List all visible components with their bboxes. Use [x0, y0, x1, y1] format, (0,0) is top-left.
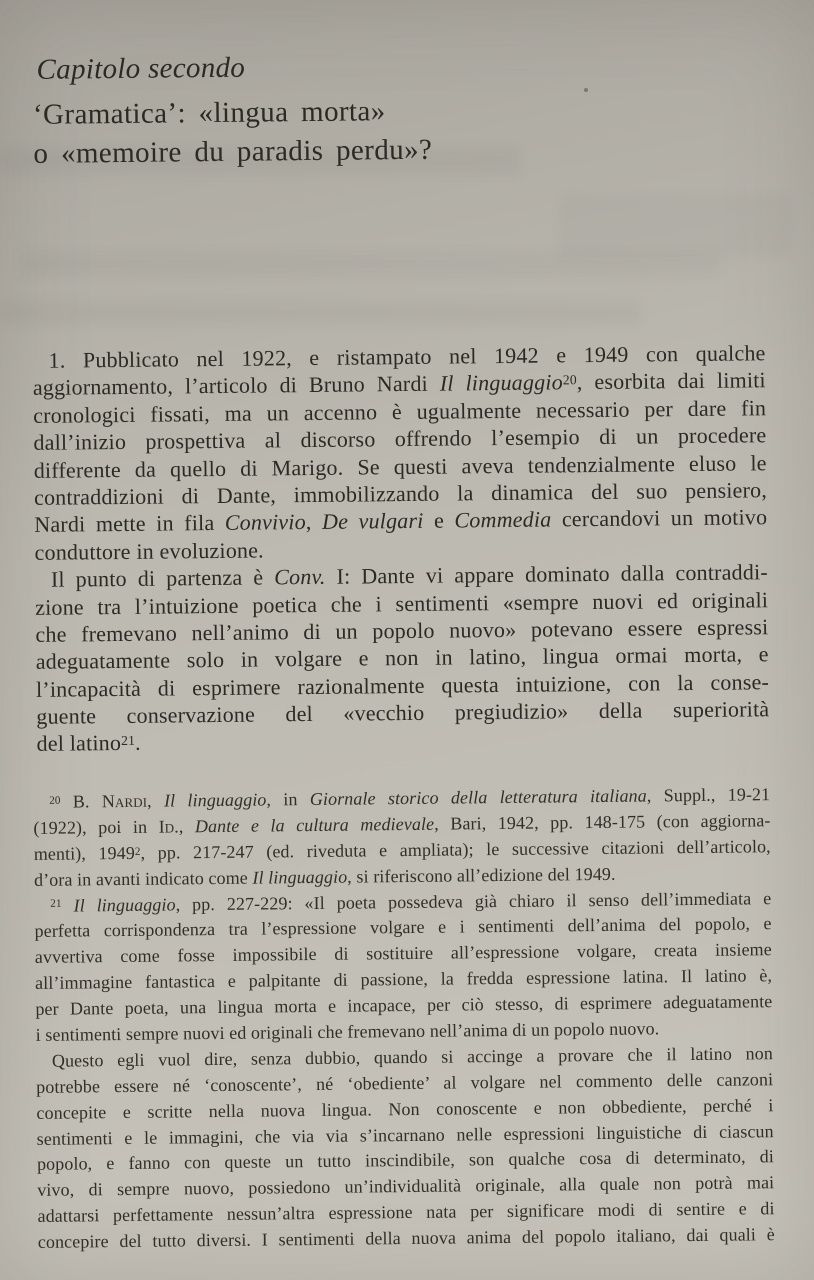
- text-line: aggiornamento, l’articolo di Bruno Nardi Il linguaggio$^{20}$, esorbita dai limiti: [32, 367, 766, 401]
- text-line: vivo, di sempre nuovo, possiedono un’individualità originale, alla quale non potrà mai: [37, 1172, 775, 1201]
- paragraph: [36, 1041, 775, 1256]
- text-line: differente da quello di Marigo. Se questi aveva tendenzialmente eluso le: [33, 449, 767, 483]
- text-line: del latino$^{21}$.: [36, 730, 141, 757]
- text-line: Il punto di partenza è Conv. I: Dante vi appare dominato dalla contraddi-: [50, 559, 768, 592]
- text-line: adattarsi perfettamente nessun’altra espressione nata per significare modi di sentire e di: [37, 1198, 775, 1227]
- text-line: Nardi mette in fila Convivio, De vulgari e Commedia cercandovi un motivo: [34, 504, 768, 538]
- text-line: l’incapacità di esprimere razionalmente questa intuizione, con la conse-: [35, 668, 770, 702]
- text-line: conduttore in evoluzione.: [34, 537, 264, 565]
- text-line: all’immagine fantastica e palpitante di passione, la fredda espressione latina. Il latino è,: [35, 965, 773, 994]
- text-line: menti), 1949$^2$, pp. 217-247 (ed. riveduta e ampliata); le successive citazioni dell’articolo,: [33, 835, 771, 864]
- text-line: per Dante poeta, una lingua morta e incapace, per ciò stesso, di esprimere adeguatamente: [35, 991, 773, 1020]
- paragraph: [34, 886, 773, 1049]
- text-line: avvertiva come fosse impossibile di sostituire all’espressione volgare, creata insieme: [34, 939, 772, 968]
- text-line: d’ora in avanti indicato come Il linguaggio, si riferiscono all’edizione del 1949.: [33, 863, 616, 890]
- text-line: Questo egli vuol dire, senza dubbio, quando si accinge a provare che il latino non: [51, 1043, 773, 1071]
- text-line: potrebbe essere né ‘conoscente’, né ‘obediente’ al volgare nel commento delle canzoni: [36, 1068, 774, 1097]
- text-line: popolo, e fanno con queste un tutto inscindibile, son qualche cosa di determinato, di: [36, 1146, 775, 1175]
- text-line: contraddizioni di Dante, immobilizzando la dinamica del suo pensiero,: [33, 477, 768, 510]
- text-line: $^{21}$ Il linguaggio, pp. 227-229: «Il poeta possedeva già chiaro il senso dell’immediata e: [50, 887, 772, 916]
- text-line: zione tra l’intuizione poetica che i sentimenti «sempre nuovi ed originali: [35, 586, 769, 620]
- text-line: concepite e scritte nella nuova lingua. Non conoscente e non obbediente, perché i: [36, 1094, 774, 1123]
- text-line: che fremevano nell’animo di un popolo nuovo» potevano essere espressi: [35, 614, 769, 647]
- text-line: adeguatamente solo in volgare e non in latino, lingua ormai morta, e: [35, 641, 769, 675]
- text-line: (1922), poi in Id., Dante e la cultura medievale, Bari, 1942, pp. 148-175 (con aggiorna-: [33, 810, 771, 838]
- text-line: 1. Pubblicato nel 1922, e ristampato nel 1942 e 1949 con qualche: [48, 340, 766, 373]
- paragraph: [33, 782, 771, 893]
- body-text: [32, 339, 769, 758]
- paragraph: [32, 339, 767, 566]
- text-line: i sentimenti sempre nuovi ed originali che fremevano nell’anima di un popolo nuovo.: [35, 1018, 660, 1045]
- text-line: perfetta corrispondenza tra l’espressione volgare e i sentimenti dell’anima del popolo, e: [34, 913, 772, 942]
- paragraph: [35, 558, 770, 757]
- page-title: [33, 92, 433, 174]
- text-line: cronologici fissati, ma un accenno è ugualmente necessario per dare fin: [33, 395, 767, 428]
- text-line: $^{20}$ B. Nardi, Il linguaggio, in Giornale storico della letteratura italiana, Suppl., 19-21: [49, 784, 771, 812]
- text-line: dall’inizio prospettiva al discorso offrendo l’esempio di un procedere: [33, 422, 767, 456]
- text-line: concepire del tutto diversi. I sentimenti della nuova anima del popolo italiano, dai quali è: [37, 1224, 775, 1253]
- page-title-line: o «memoire du paradis perdu»?: [33, 133, 433, 170]
- page-title-line: ‘Gramatica’: «lingua morta»: [32, 95, 386, 131]
- chapter-label: Capitolo secondo: [36, 51, 246, 86]
- text-line: sentimenti e le immagini, che via via s’incarnano nelle espressioni linguistiche di ciascun: [36, 1120, 774, 1149]
- footnotes: [33, 782, 775, 1256]
- text-line: guente conservazione del «vecchio pregiudizio» della superiorità: [36, 696, 770, 729]
